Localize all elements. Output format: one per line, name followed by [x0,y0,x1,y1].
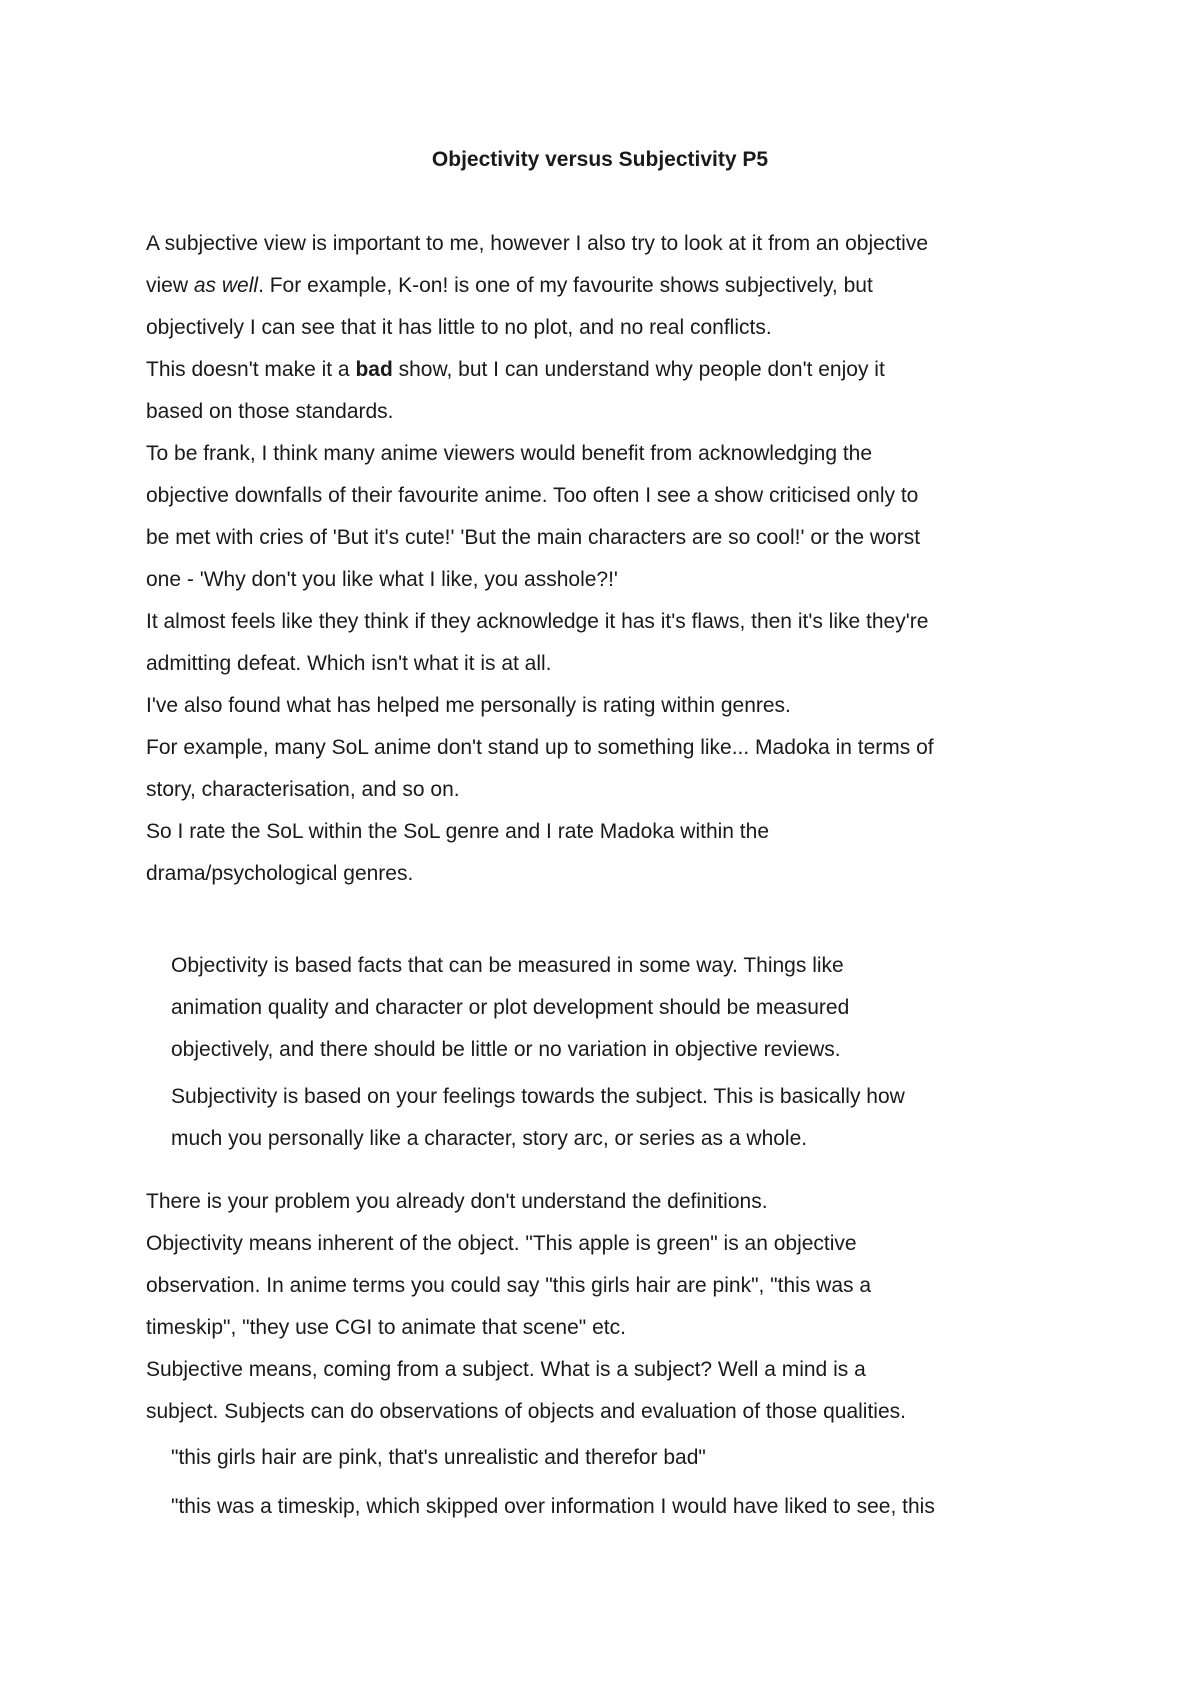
document-title: Objectivity versus Subjectivity P5 [431,148,769,171]
quote-line: Subjectivity is based on your feelings towards the subject. This is basically how [171,1085,905,1108]
paragraph-line: Subjective means, coming from a subject. What is a subject? Well a mind is a [146,1358,866,1381]
paragraph-line: I've also found what has helped me personally is rating within genres. [146,694,791,717]
quote-line: "this girls hair are pink, that's unrealistic and therefor bad" [171,1446,706,1469]
paragraph-line: objectively I can see that it has little to no plot, and no real conflicts. [146,316,772,339]
paragraph-line: observation. In anime terms you could say "this girls hair are pink", "this was a [146,1274,872,1297]
paragraph-line: For example, many SoL anime don't stand up to something like... Madoka in terms of [146,736,934,759]
italic-text: as well [193,274,259,297]
paragraph-line [146,349,1076,391]
paragraph-line: one - 'Why don't you like what I like, you asshole?!' [146,568,618,591]
quote-example-1 [171,1437,1101,1479]
quote-line: "this was a timeskip, which skipped over information I would have liked to see, this [171,1495,935,1518]
quote-subjectivity [171,1076,1101,1160]
paragraph-line: So I rate the SoL within the SoL genre and I rate Madoka within the [146,820,769,843]
paragraph-line: admitting defeat. Which isn't what it is at all. [146,652,552,675]
paragraph-line: There is your problem you already don't understand the definitions. [146,1190,768,1213]
text-run: . For example, K-on! is one of my favourite shows subjectively, but [258,274,873,297]
text-run: show, but I can understand why people don't enjoy it [392,358,885,381]
quote-line: Objectivity is based facts that can be measured in some way. Things like [171,954,844,977]
paragraph-line: subject. Subjects can do observations of objects and evaluation of those qualities. [146,1400,906,1423]
text-run: This doesn't make it a [146,358,356,381]
paragraph-line: drama/psychological genres. [146,862,414,885]
paragraph-line: story, characterisation, and so on. [146,778,460,801]
bold-text: bad [355,358,393,381]
quote-objectivity [171,945,1101,1071]
section-opinion [146,223,1076,895]
paragraph-line: A subjective view is important to me, however I also try to look at it from an objective [146,232,929,255]
paragraph-line: objective downfalls of their favourite anime. Too often I see a show criticised only to [146,484,919,507]
paragraph-line: be met with cries of 'But it's cute!' 'But the main characters are so cool!' or the worst [146,526,921,549]
paragraph-line: timeskip", "they use CGI to animate that scene" etc. [146,1316,626,1339]
paragraph-line: To be frank, I think many anime viewers would benefit from acknowledging the [146,442,873,465]
text-run: view [146,274,194,297]
quote-line: animation quality and character or plot development should be measured [171,996,850,1019]
paragraph-line: It almost feels like they think if they acknowledge it has it's flaws, then it's like they're [146,610,929,633]
paragraph-line: Objectivity means inherent of the object. "This apple is green" is an objective [146,1232,857,1255]
quote-example-2 [171,1486,1101,1528]
paragraph-line: based on those standards. [146,400,394,423]
quote-line: much you personally like a character, story arc, or series as a whole. [171,1127,808,1150]
quote-line: objectively, and there should be little or no variation in objective reviews. [171,1038,841,1061]
section-definitions [146,1181,1076,1433]
paragraph-line [146,265,1076,307]
